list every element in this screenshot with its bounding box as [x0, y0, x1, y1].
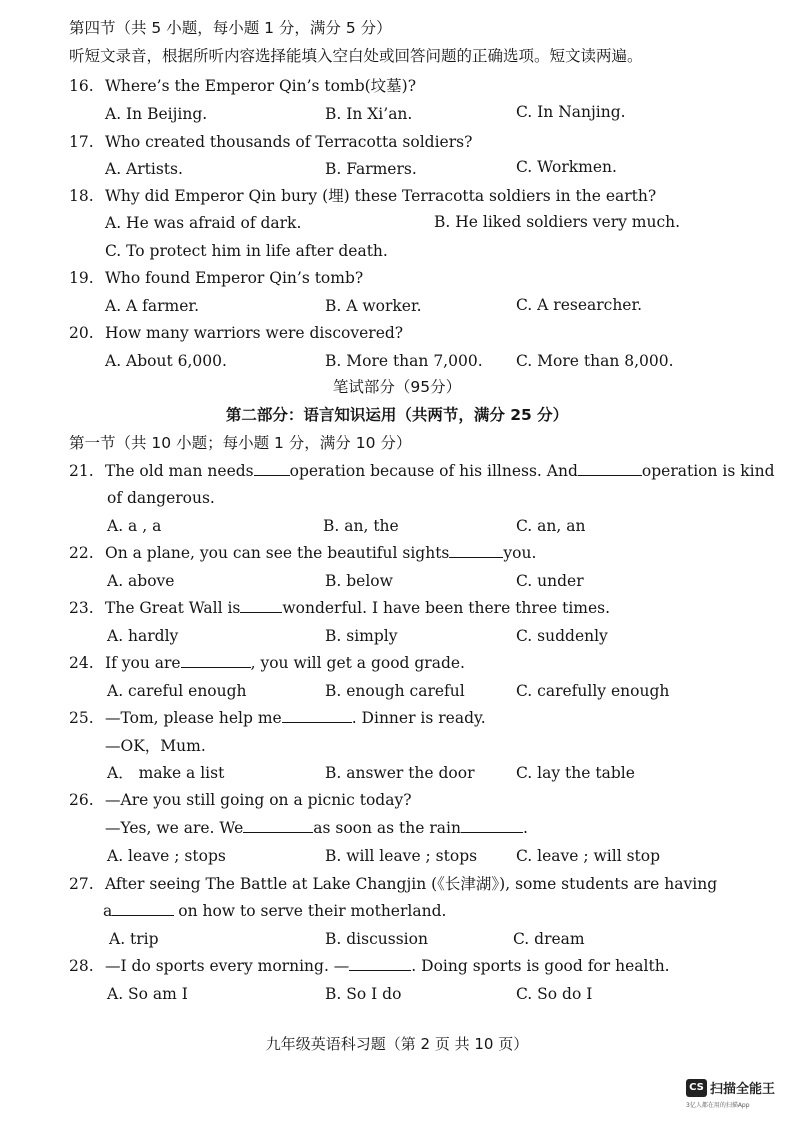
question-text: The Great Wall is [105, 599, 241, 617]
answer-blank[interactable] [461, 818, 523, 833]
question-text: you. [503, 544, 537, 562]
question-text: Who found Emperor Qin’s tomb? [105, 269, 364, 287]
question-17 [69, 132, 472, 152]
question-number: 16. [69, 77, 94, 95]
option-c: C. lay the table [516, 764, 635, 782]
question-number: 27. [69, 875, 94, 893]
question-text: wonderful. I have been there three times. [282, 599, 611, 617]
question-text: Why did Emperor Qin bury (埋) these Terracotta soldiers in the earth? [105, 187, 657, 205]
question-number: 20. [69, 324, 94, 342]
option-a: A． make a list [107, 764, 225, 782]
option-a: A. So am I [107, 985, 188, 1003]
option-b: B. In Xi’an. [325, 105, 413, 123]
dialogue-reply: —OK，Mum. [105, 737, 206, 755]
camscanner-logo-icon: CS [686, 1079, 707, 1097]
option-c: C. carefully enough [516, 682, 670, 700]
question-text: . Dinner is ready. [351, 709, 486, 727]
question-text: . Doing sports is good for health. [411, 957, 670, 975]
question-text-continued: of dangerous. [107, 489, 215, 507]
question-text: On a plane, you can see the beautiful sights [105, 544, 450, 562]
option-b: B. More than 7,000. [325, 352, 483, 370]
question-text: —I do sports every morning. — [105, 957, 350, 975]
answer-blank[interactable] [240, 598, 282, 613]
question-number: 23. [69, 599, 94, 617]
option-c: C. dream [513, 930, 585, 948]
section-heading: 第四节（共 5 小题，每小题 1 分，满分 5 分） [69, 19, 392, 37]
question-16 [69, 76, 416, 96]
question-text: —Are you still going on a picnic today? [105, 791, 412, 809]
question-text: The old man needs [105, 462, 254, 480]
question-number: 25. [69, 709, 94, 727]
question-number: 17. [69, 133, 94, 151]
option-c: C. an, an [516, 517, 586, 535]
question-18 [69, 186, 656, 206]
question-28 [69, 956, 670, 976]
question-number: 22. [69, 544, 94, 562]
option-a: A. above [107, 572, 175, 590]
option-a: A. hardly [107, 627, 179, 645]
option-a: A. careful enough [107, 682, 247, 700]
question-number: 28. [69, 957, 94, 975]
option-a: A. A farmer. [105, 297, 200, 315]
option-a: A. About 6,000. [105, 352, 227, 370]
question-text: on how to serve their motherland. [178, 902, 447, 920]
question-text: —Yes, we are. We [105, 819, 244, 837]
question-25 [69, 708, 486, 728]
question-text: How many warriors were discovered? [105, 324, 404, 342]
section-heading: 第一节（共 10 小题；每小题 1 分，满分 10 分） [69, 434, 412, 452]
option-a: A. trip [109, 930, 159, 948]
option-c: C. More than 8,000. [516, 352, 674, 370]
option-a: A. In Beijing. [105, 105, 208, 123]
option-b: B. answer the door [325, 764, 475, 782]
answer-blank[interactable] [349, 956, 411, 971]
option-b: B. below [325, 572, 393, 590]
option-c: C. suddenly [516, 627, 608, 645]
option-c: C. Workmen. [516, 158, 617, 176]
option-b: B. discussion [325, 930, 428, 948]
question-number: 26. [69, 791, 94, 809]
option-b: B. will leave ; stops [325, 847, 478, 865]
option-b: B. A worker. [325, 297, 422, 315]
question-text: a [103, 902, 113, 920]
question-number: 19. [69, 269, 94, 287]
answer-blank[interactable] [282, 708, 352, 723]
option-c: C. under [516, 572, 584, 590]
answer-blank[interactable] [181, 653, 251, 668]
option-a: A. a , a [107, 517, 162, 535]
option-c: C. To protect him in life after death. [105, 242, 388, 260]
option-b: B. simply [325, 627, 398, 645]
question-text: After seeing The Battle at Lake Changjin (《长津湖》), some students are having [105, 875, 718, 893]
option-b: B. Farmers. [325, 160, 417, 178]
question-text: —Tom, please help me [105, 709, 282, 727]
answer-blank[interactable] [112, 901, 174, 916]
written-part-title: 笔试部分（95分） [332, 378, 462, 396]
option-a: A. He was afraid of dark. [105, 214, 302, 232]
answer-blank[interactable] [254, 461, 290, 476]
question-number: 18. [69, 187, 94, 205]
question-20 [69, 323, 403, 343]
question-26 [69, 790, 412, 810]
question-24 [69, 653, 465, 673]
page-footer: 九年级英语科习题（第 2 页 共 10 页） [265, 1035, 529, 1053]
question-text: If you are [105, 654, 181, 672]
option-c: C. leave ; will stop [516, 847, 661, 865]
question-22 [69, 543, 536, 563]
option-a: A. leave ; stops [107, 847, 226, 865]
question-text: operation because of his illness. And [289, 462, 578, 480]
question-27 [69, 874, 717, 894]
question-23 [69, 598, 610, 618]
section-instruction: 听短文录音，根据所听内容选择能填入空白处或回答问题的正确选项。短文读两遍。 [69, 47, 643, 65]
option-c: C. So do I [516, 985, 593, 1003]
question-text: Who created thousands of Terracotta soldiers? [105, 133, 473, 151]
question-text: Where’s the Emperor Qin’s tomb(坟墓)? [105, 77, 417, 95]
option-b: B. an, the [323, 517, 399, 535]
camscanner-tagline: 3亿人都在用的扫描App [686, 1102, 750, 1109]
answer-blank[interactable] [449, 543, 503, 558]
question-number: 24. [69, 654, 94, 672]
option-c: C. A researcher. [516, 296, 643, 314]
option-b: B. enough careful [325, 682, 465, 700]
part-two-title: 第二部分：语言知识运用（共两节，满分 25 分） [225, 406, 569, 424]
option-b: B. So I do [325, 985, 402, 1003]
question-21 [69, 461, 775, 481]
option-b: B. He liked soldiers very much. [434, 213, 681, 231]
question-number: 21. [69, 462, 94, 480]
option-c: C. In Nanjing. [516, 103, 626, 121]
question-19 [69, 268, 363, 288]
question-text: , you will get a good grade. [250, 654, 465, 672]
camscanner-name: 扫描全能王 [710, 1082, 776, 1097]
answer-blank[interactable] [578, 461, 642, 476]
question-text-continued [103, 901, 446, 921]
question-text: as soon as the rain [313, 819, 461, 837]
answer-blank[interactable] [243, 818, 313, 833]
option-a: A. Artists. [105, 160, 183, 178]
question-text: . [522, 819, 528, 837]
dialogue-reply [105, 818, 528, 838]
question-text: operation is kind [641, 462, 775, 480]
